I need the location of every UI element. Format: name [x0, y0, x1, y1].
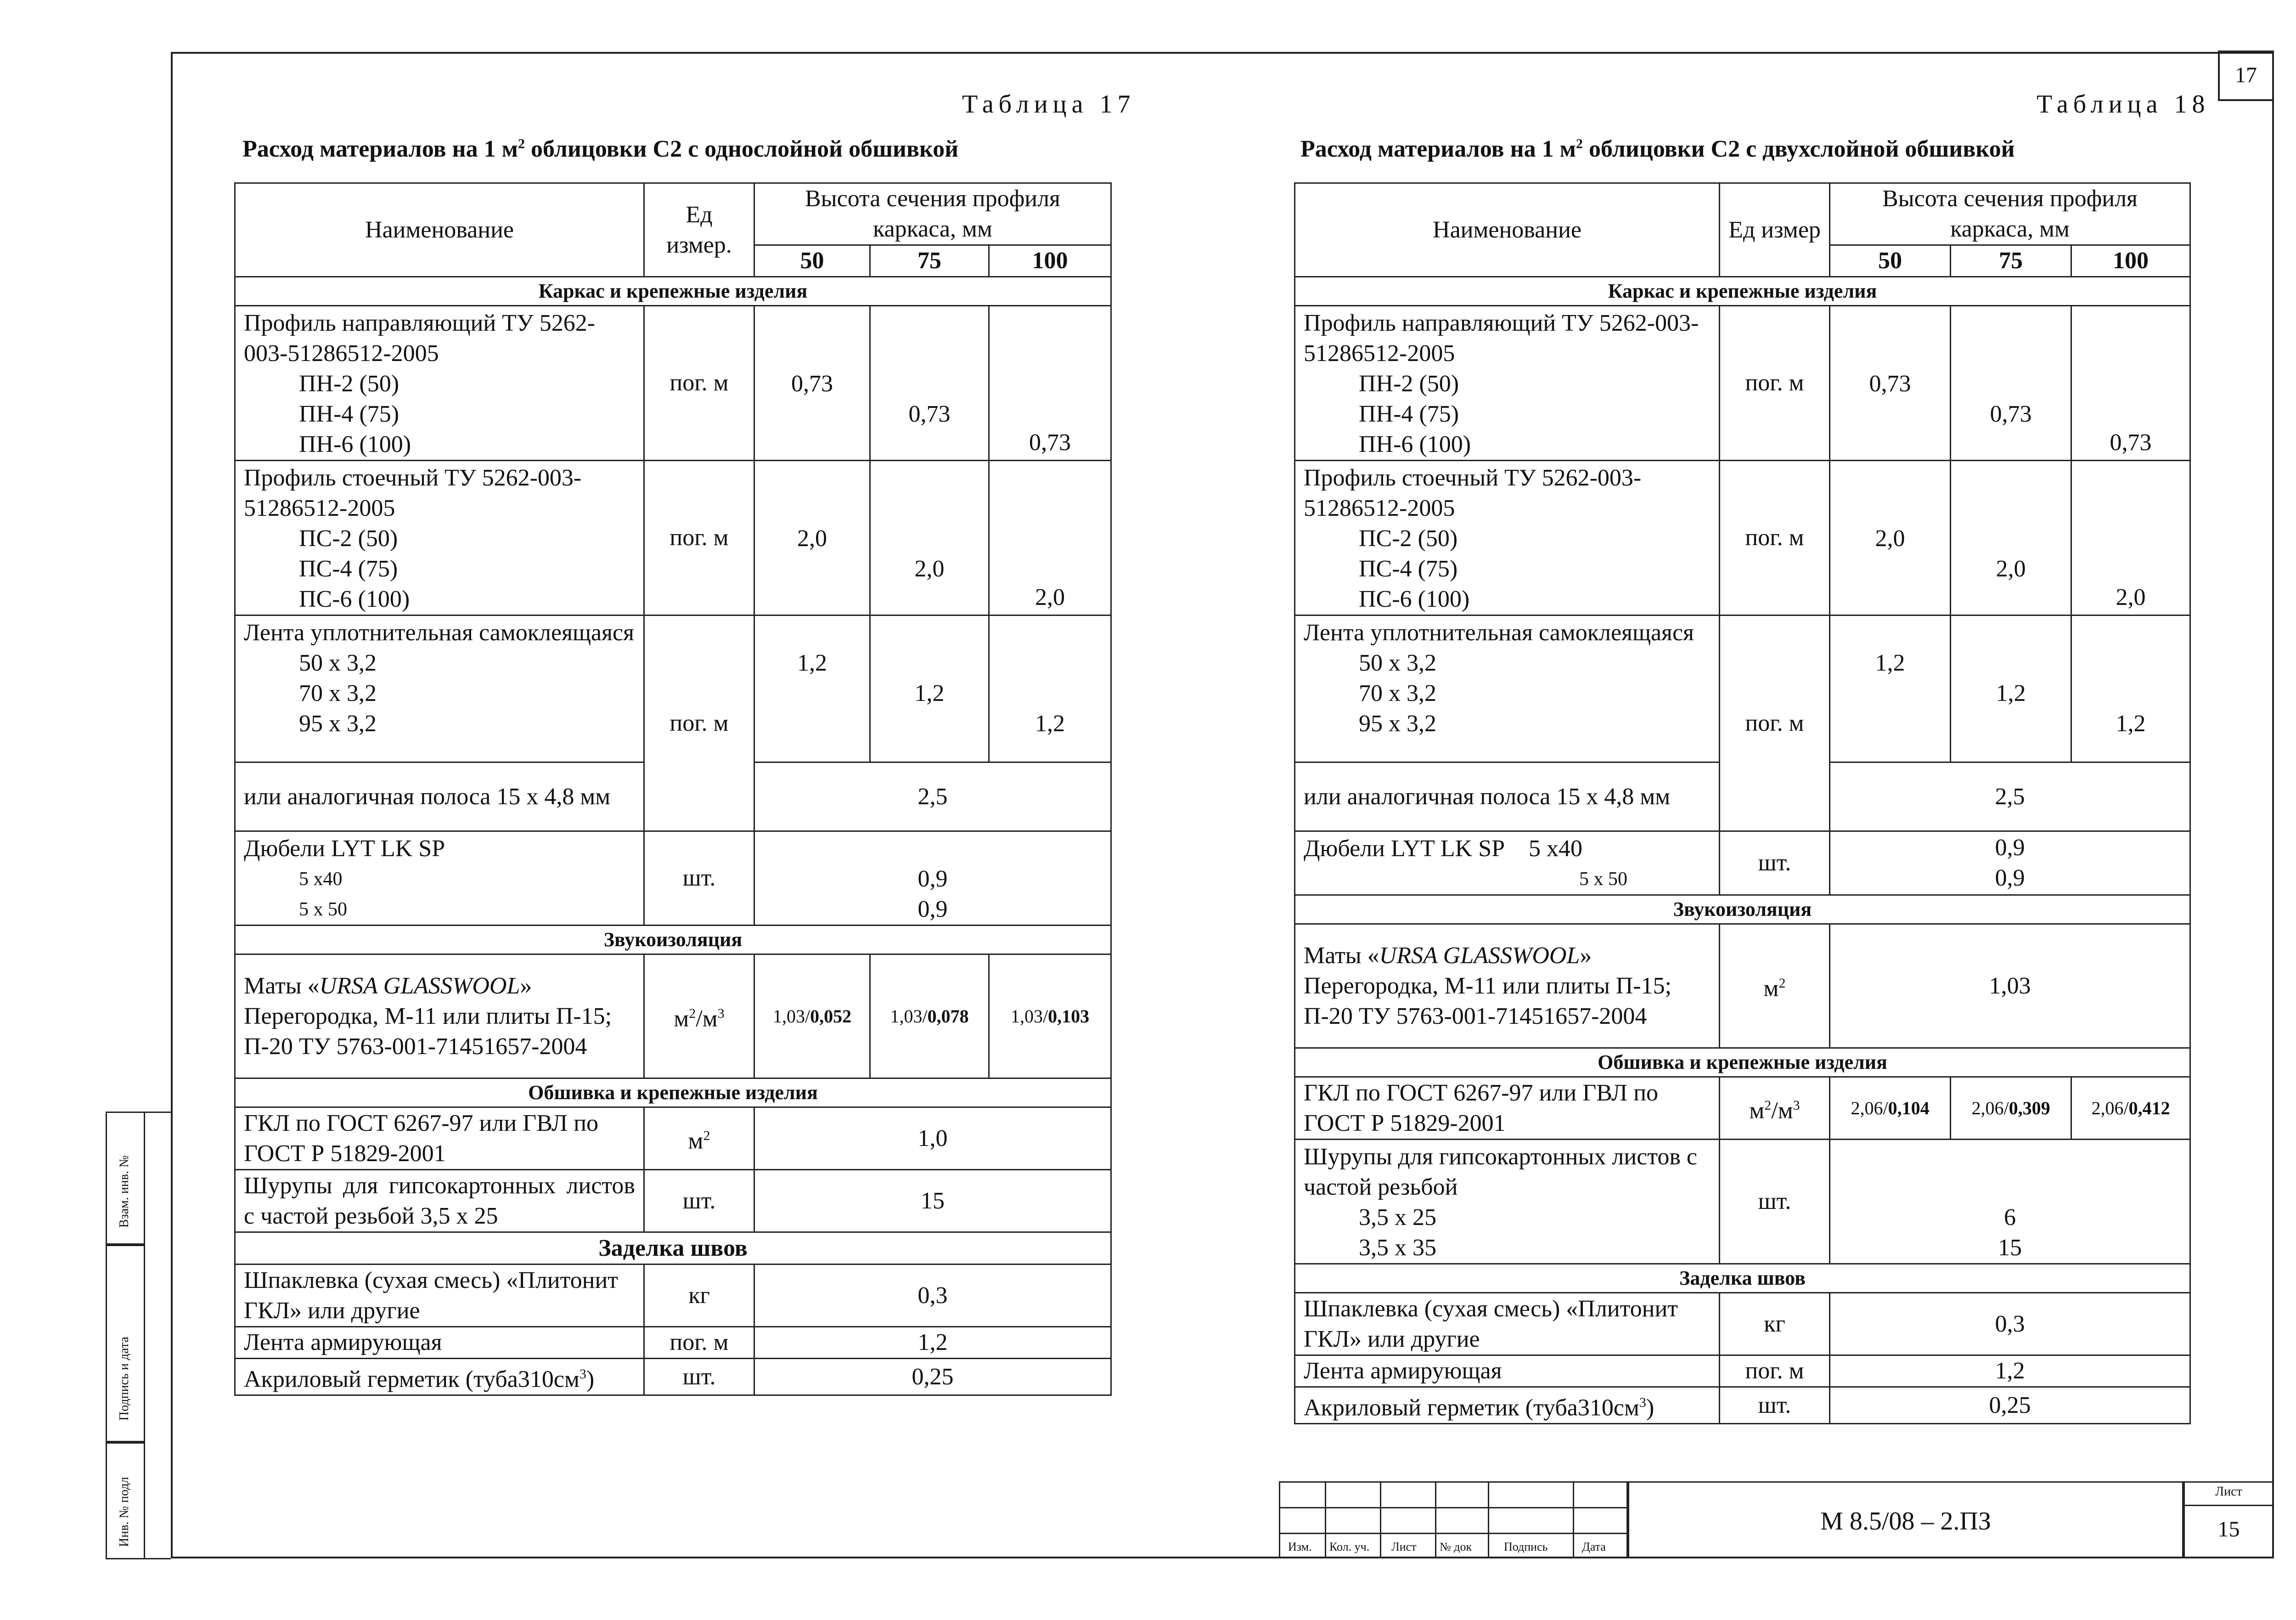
stamp-izm: Изм. [1288, 1540, 1312, 1553]
table-row: Дюбели LYT LK SP 5 x40 5 x 50 шт. 0,9 0,9 [1295, 831, 2190, 895]
section-zadel: Заделка швов [235, 1232, 1111, 1264]
stamp-data: Дата [1582, 1540, 1606, 1553]
table-row: Маты «URSA GLASSWOOL» Перегородка, М-11 или плиты П-15; П-20 ТУ 5763-001-71451657-2004 $м^2/м^3$ 1,03/0,052 1,03/0,078 1,03/0,103 [235, 954, 1111, 1078]
table-row: Профиль стоечный ТУ 5262-003-51286512-2005 ПС-2 (50) ПС-4 (75) ПС-6 (100) пог. м 2,0 2,0 2,0 [1295, 461, 2190, 615]
side-stamp-podpis [106, 1245, 145, 1442]
table-18 [1294, 182, 2191, 1424]
table-row: Акриловый герметик $(туба310см^3)$ шт. 0,25 [235, 1359, 1111, 1395]
sheet-label: Лист [2215, 1485, 2242, 1499]
table-row: Профиль направляющий ТУ 5262-003-51286512-2005 ПН-2 (50) ПН-4 (75) ПН-6 (100) пог. м 0,73 0,73 0,73 [1295, 306, 2190, 461]
table-row: Шурупы для гипсокартонных листов с частой резьбой 3,5 x 25 3,5 x 35 шт. 6 15 [1295, 1140, 2190, 1264]
document-code: М 8.5/08 – 2.ПЗ [1628, 1481, 2183, 1558]
table-row: Профиль стоечный ТУ 5262-003-51286512-2005 ПС-2 (50) ПС-4 (75) ПС-6 (100) пог. м 2,0 2,0 2,0 [235, 461, 1111, 615]
header-unit: Ед измер. [644, 183, 754, 277]
stamp-list: Лист [1391, 1540, 1417, 1553]
section-zvuk: Звукоизоляция [235, 926, 1111, 954]
table-row: Лента армирующая пог. м 1,2 [235, 1327, 1111, 1359]
sheet-corner-number: 17 [2218, 51, 2274, 101]
table-row: Шурупы для гипсокартонных листов с частой резьбой 3,5 x 25 шт. 15 [235, 1170, 1111, 1232]
side-label-podpis: Подпись и дата [117, 1337, 131, 1421]
table-row: Лента армирующая пог. м 1,2 [1295, 1355, 2190, 1387]
sheet-number: 15 [2217, 1517, 2240, 1541]
header-name: Наименование [235, 183, 644, 277]
side-stamp-inv [106, 1442, 145, 1559]
header-col-75: 75 [870, 245, 989, 277]
table-row: или аналогичная полоса 15 x 4,8 мм 2,5 [1295, 762, 2190, 831]
table-row: Лента уплотнительная самоклеящаяся 50 x 3,2 70 x 3,2 95 x 3,2 пог. м 1,2 1,2 1,2 [235, 615, 1111, 762]
side-stamp-column [145, 1112, 171, 1559]
section-zadel: Заделка швов [1295, 1264, 2190, 1293]
header-col-100: 100 [2071, 245, 2190, 277]
sheet-box [2183, 1481, 2274, 1558]
table-row: Маты «URSA GLASSWOOL» Перегородка, М-11 или плиты П-15; П-20 ТУ 5763-001-71451657-2004 $м^2$ 1,03 [1295, 924, 2190, 1048]
table-17-title: Расход материалов на 1 $м^2$ облицовки С2 с однослойной обшивкой [242, 136, 959, 162]
title-block [1279, 1481, 2274, 1558]
header-col-50: 50 [754, 245, 870, 277]
side-label-vzam: Взам. инв. № [117, 1155, 131, 1228]
header-col-50: 50 [1830, 245, 1951, 277]
table-row: Акриловый герметик $(туба310см^3)$ шт. 0,25 [1295, 1387, 2190, 1424]
stamp-podp: Подпись [1504, 1540, 1548, 1553]
section-obsh: Обшивка и крепежные изделия [1295, 1048, 2190, 1077]
table-row: или аналогичная полоса 15 x 4,8 мм 2,5 [235, 762, 1111, 831]
table-row: ГКЛ по ГОСТ 6267-97 или ГВЛ по ГОСТ Р 51829-2001 $м^2/м^3$ 2,06/0,104 2,06/0,309 2,06/0,412 [1295, 1077, 2190, 1140]
header-unit: Ед измер [1720, 183, 1830, 277]
section-obsh: Обшивка и крепежные изделия [235, 1078, 1111, 1107]
section-karkas: Каркас и крепежные изделия [1295, 277, 2190, 306]
header-col-75: 75 [1951, 245, 2071, 277]
table-18-number: Таблица 18 [2037, 90, 2210, 119]
section-karkas: Каркас и крепежные изделия [235, 277, 1111, 306]
stamp-ndok: № док [1440, 1540, 1472, 1553]
table-17 [234, 182, 1112, 1396]
table-row: Дюбели LYT LK SP 5 x40 5 x 50 шт. 0,9 0,9 [235, 831, 1111, 926]
stamp-kol: Кол. уч. [1329, 1540, 1370, 1553]
table-row: Лента уплотнительная самоклеящаяся 50 x 3,2 70 x 3,2 95 x 3,2 пог. м 1,2 1,2 1,2 [1295, 615, 2190, 762]
table-18-title: Расход материалов на 1 $м^2$ облицовки С2 с двухслойной обшивкой [1300, 136, 2015, 162]
section-zvuk: Звукоизоляция [1295, 895, 2190, 924]
header-height: Высота сечения профиля каркаса, мм [1830, 183, 2190, 245]
side-label-inv: Инв. № подл [117, 1477, 131, 1547]
side-stamp-vzam [106, 1112, 145, 1245]
header-name: Наименование [1295, 183, 1720, 277]
table-row: Профиль направляющий ТУ 5262-003-51286512-2005 ПН-2 (50) ПН-4 (75) ПН-6 (100) пог. м 0,73 0,73 0,73 [235, 306, 1111, 461]
table-row: Шпаклевка (сухая смесь) «Плитонит ГКЛ» или другие кг 0,3 [235, 1264, 1111, 1327]
table-row: Шпаклевка (сухая смесь) «Плитонит ГКЛ» или другие кг 0,3 [1295, 1293, 2190, 1355]
table-row: ГКЛ по ГОСТ 6267-97 или ГВЛ по ГОСТ Р 51829-2001 $м^2$ 1,0 [235, 1107, 1111, 1170]
header-height: Высота сечения профиля каркаса, мм [754, 183, 1111, 245]
header-col-100: 100 [989, 245, 1111, 277]
table-17-number: Таблица 17 [962, 90, 1136, 119]
